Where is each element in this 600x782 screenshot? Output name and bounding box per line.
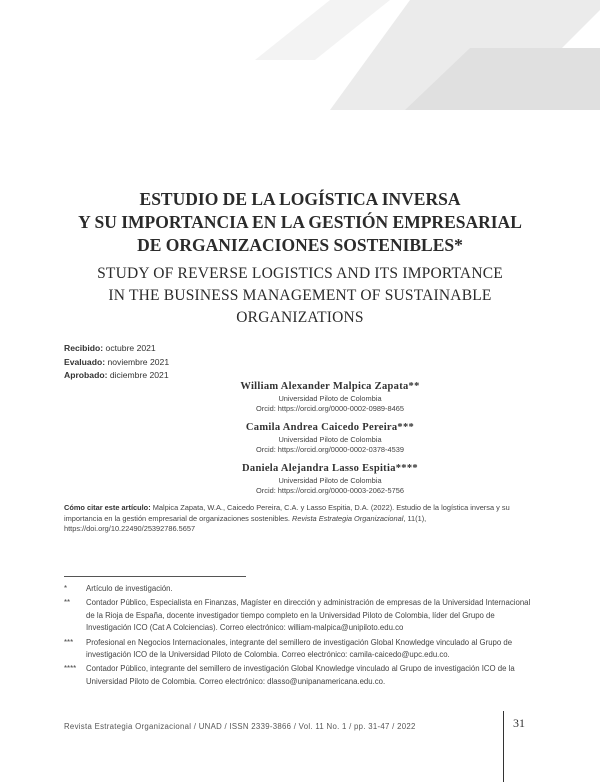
citation-journal: Revista Estrategia Organizacional (292, 513, 404, 523)
author-name: Camila Andrea Caicedo Pereira*** (245, 422, 415, 433)
header-decoration (0, 0, 600, 160)
citation (64, 503, 534, 535)
footnote-text: Artículo de investigación. (86, 584, 173, 593)
footnote-text: Profesional en Negocios Internacionales, integrante del semillero de investigación Global Knowledge vinculado al Grupo de investigación ICO de la Universidad Piloto de Colombia. Correo electrónico: camila-caicedo@upc.edu.co. (86, 637, 513, 660)
footnote-marker: *** (64, 637, 74, 647)
submission-dates (64, 342, 169, 383)
author-2 (170, 421, 490, 455)
author-3 (170, 462, 490, 496)
footnote-marker: **** (64, 664, 77, 674)
footnote-marker: * (64, 584, 68, 593)
author-orcid[interactable]: Orcid: https://orcid.org/0000-0002-0378-4539 (256, 445, 404, 454)
title-en-line-2: IN THE BUSINESS MANAGEMENT OF SUSTAINABLE (108, 287, 492, 304)
footer-divider (503, 711, 504, 782)
footnote-divider (64, 576, 246, 577)
citation-text: Malpica Zapata, W.A., Caicedo Pereira, C.A. y Lasso Espitia, D.A. (2022). Estudio de la logística inversa y su importancia en la gestión empresarial de organizaciones sostenibles. (64, 503, 510, 523)
author-institution: Universidad Piloto de Colombia (278, 435, 382, 444)
footnote (64, 637, 540, 662)
title-es-line-2: Y SU IMPORTANCIA EN LA GESTIÓN EMPRESARIAL (78, 212, 522, 232)
journal-footer: Revista Estrategia Organizacional / UNAD / ISSN 2339-3866 / Vol. 11 No. 1 / pp. 31-47 / 2022 (64, 722, 416, 731)
author-1 (170, 380, 490, 414)
footnote (64, 583, 540, 595)
title-en-line-1: STUDY OF REVERSE LOGISTICS AND ITS IMPORTANCE (97, 265, 503, 282)
date-approved: Aprobado: diciembre 2021 (64, 370, 169, 380)
author-orcid[interactable]: Orcid: https://orcid.org/0000-0003-2062-5756 (256, 486, 404, 495)
title-es-line-3: DE ORGANIZACIONES SOSTENIBLES* (137, 235, 463, 255)
citation-doi-link[interactable]: https://doi.org/10.22490/25392786.5657 (64, 524, 196, 533)
author-institution: Universidad Piloto de Colombia (278, 476, 382, 485)
footnote-text: Contador Público, Especialista en Finanzas, Magíster en dirección y administración de empresas de la Universidad Internacional de la Rioja de España, docente investigador tiempo completo en la Universidad Piloto de Colombia, líder del Grupo de Investigación ICO (Cat A Colciencias). Correo electrónico: william-malpica@unipiloto.edu.co (86, 598, 531, 633)
page-number: 31 (513, 716, 525, 730)
citation-label: Cómo citar este artículo: (64, 503, 151, 512)
citation-volume: , 11(1), (403, 513, 427, 523)
title-en-line-3: ORGANIZATIONS (236, 309, 364, 326)
author-institution: Universidad Piloto de Colombia (278, 394, 382, 403)
title-english (40, 263, 560, 329)
author-orcid[interactable]: Orcid: https://orcid.org/0000-0002-0989-8465 (256, 404, 404, 413)
footnote (64, 663, 540, 688)
title-spanish (40, 188, 560, 257)
date-received: Recibido: octubre 2021 (64, 343, 156, 353)
date-evaluated: Evaluado: noviembre 2021 (64, 356, 170, 367)
author-name: William Alexander Malpica Zapata** (240, 381, 420, 392)
footnote-text: Contador Público, integrante del semillero de investigación Global Knowledge vinculado al Grupo de investigación ICO de la Universidad Piloto de Colombia. Correo electrónico: dlasso@unipanamericana.edu.co. (86, 664, 515, 686)
footnotes (64, 583, 540, 690)
footnote (64, 597, 540, 634)
title-es-line-1: ESTUDIO DE LA LOGÍSTICA INVERSA (139, 189, 461, 209)
author-name: Daniela Alejandra Lasso Espitia**** (242, 463, 418, 474)
footnote-marker: ** (64, 598, 71, 608)
